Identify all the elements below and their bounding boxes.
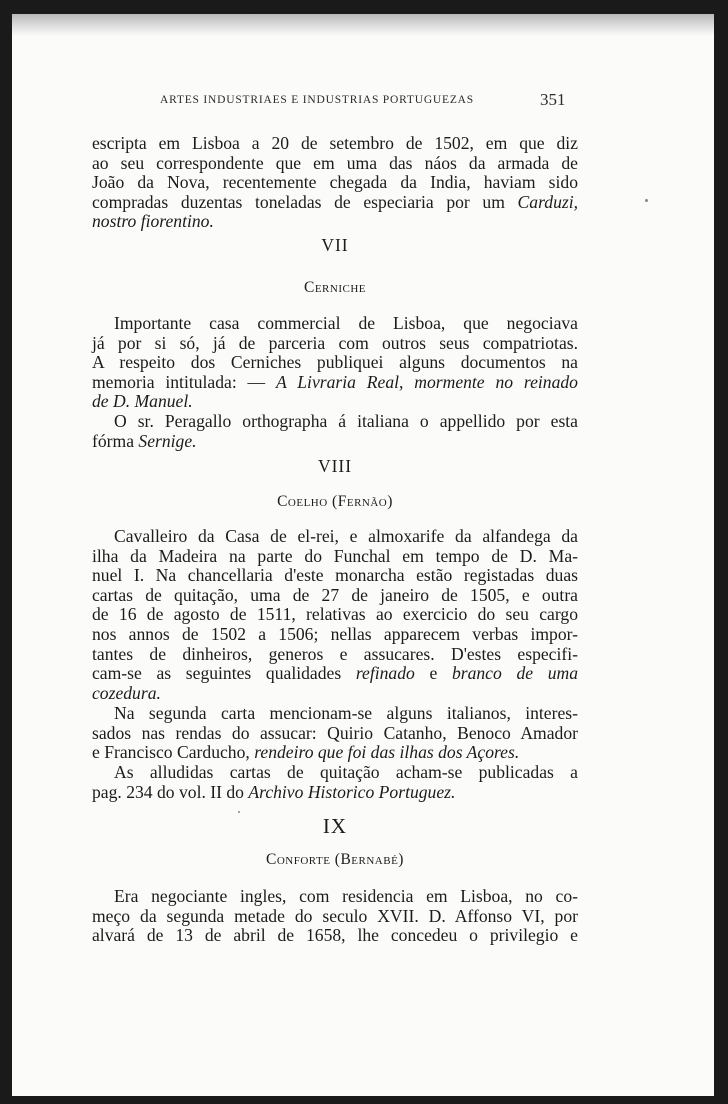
text-line: nuel I. Na chancellaria d'este monarcha estão registadas duas	[92, 565, 578, 586]
text-line: pag. 234 do vol. II do Archivo Historico Portuguez.	[92, 781, 456, 802]
scanned-page	[12, 14, 714, 1096]
intro-paragraph	[92, 134, 578, 232]
text-line: A respeito dos Cerniches publiquei alguns documentos na	[92, 352, 578, 373]
text-line: nos annos de 1502 a 1506; nellas apparecem verbas impor-	[92, 623, 578, 644]
text-line: de 16 de agosto de 1511, relativas ao exercicio do seu cargo	[92, 604, 578, 625]
print-speck	[238, 811, 240, 813]
text-line: cozedura.	[92, 682, 161, 703]
text-line: Na segunda carta mencionam-se alguns italianos, interes-	[114, 703, 578, 723]
text-line: alvará de 13 de abril de 1658, lhe concedeu o privilegio e	[92, 925, 578, 946]
text-line: de D. Manuel.	[92, 391, 193, 412]
section-number-ix: IX	[322, 814, 348, 838]
section-heading-conforte: Conforte (Bernabé)	[266, 851, 404, 868]
coelho-paragraph-1	[92, 527, 578, 703]
text-line: nostro fiorentino.	[92, 211, 214, 232]
section-number-viii: VIII	[317, 456, 353, 476]
scan-shadow	[12, 14, 714, 36]
text-line: escripta em Lisboa a 20 de setembro de 1502, em que diz	[92, 133, 578, 153]
page-number: 351	[540, 90, 566, 109]
running-header: ARTES INDUSTRIAES E INDUSTRIAS PORTUGUEZAS	[160, 94, 474, 106]
text-line: sados nas rendas do assucar: Quirio Catanho, Benoco Amador	[92, 722, 578, 743]
text-line: fórma Sernige.	[92, 430, 197, 451]
coelho-paragraph-3	[92, 763, 578, 802]
text-line: As alludidas cartas de quitação acham-se publicadas a	[114, 762, 578, 782]
text-line: O sr. Peragallo orthographa á italiana o appellido por esta	[114, 411, 578, 431]
text-line: compradas duzentas toneladas de especiaria por um Carduzi,	[92, 191, 578, 212]
text-line: e Francisco Carducho, rendeiro que foi das ilhas dos Açores.	[92, 742, 520, 763]
text-line: João da Nova, recentemente chegada da India, haviam sido	[92, 172, 578, 193]
text-line: Era negociante ingles, com residencia em Lisboa, no co-	[114, 886, 578, 906]
text-line: já por si só, já de parceria com outros seus compatriotas.	[92, 332, 578, 353]
text-line: cartas de quitação, uma de 27 de janeiro de 1505, e outra	[92, 584, 578, 605]
text-line: tantes de dinheiros, generos e assucares. D'estes especifi-	[92, 643, 578, 664]
text-line: Importante casa commercial de Lisboa, que negociava	[114, 313, 578, 333]
text-line: ilha da Madeira na parte do Funchal em tempo de D. Ma-	[92, 545, 578, 566]
text-line: meço da segunda metade do seculo XVII. D. Affonso VI, por	[92, 905, 578, 926]
cerniche-paragraph-1	[92, 314, 578, 412]
text-line: Cavalleiro da Casa de el-rei, e almoxarife da alfandega da	[114, 526, 578, 546]
section-heading-coelho: Coelho (Fernão)	[277, 493, 393, 510]
text-line: ao seu correspondente que em uma das náos da armada de	[92, 152, 578, 173]
section-number-vii: VII	[321, 235, 349, 255]
coelho-paragraph-2	[92, 704, 578, 763]
conforte-paragraph-1	[92, 887, 578, 946]
text-line: cam-se as seguintes qualidades refinado e branco de uma	[92, 663, 579, 684]
text-line: memoria intitulada: — A Livraria Real, mormente no reinado	[92, 371, 578, 392]
print-speck	[645, 199, 648, 202]
section-heading-cerniche: Cerniche	[303, 279, 366, 296]
cerniche-paragraph-2	[92, 412, 578, 451]
